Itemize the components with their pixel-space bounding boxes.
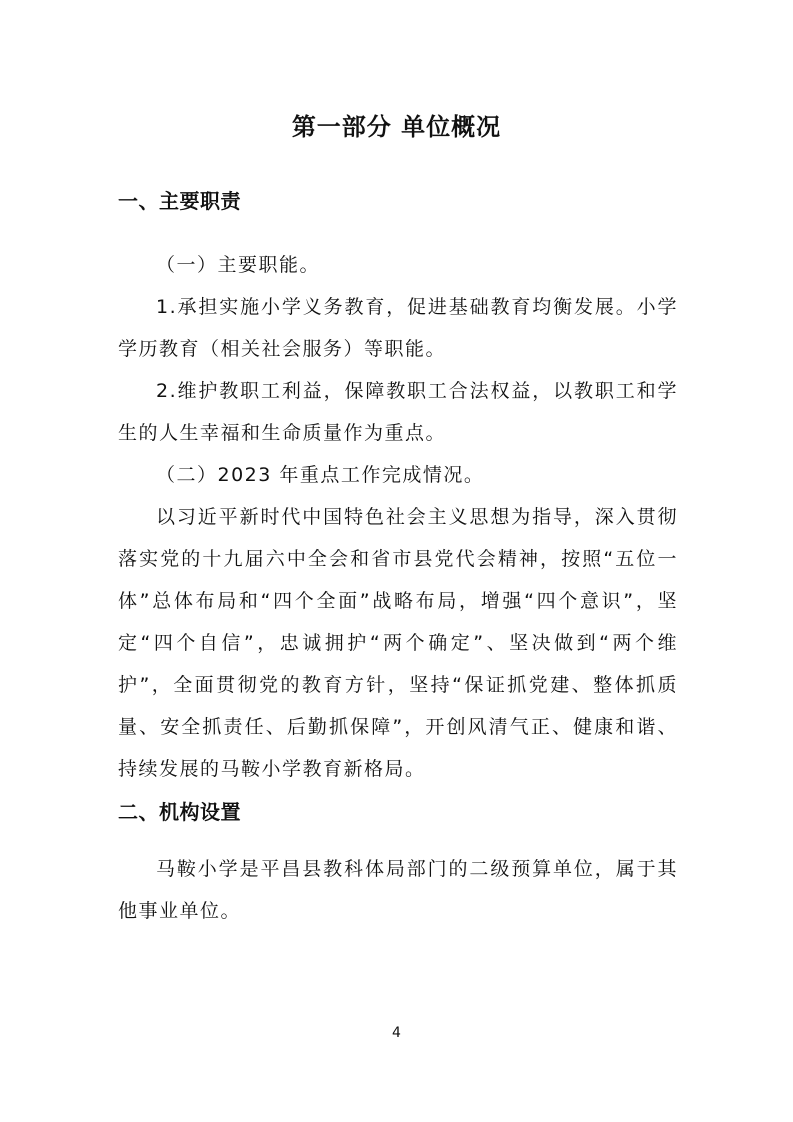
page-number: 4 xyxy=(392,1025,401,1041)
subheading-main-functions: （一）主要职能。 xyxy=(156,254,321,276)
paragraph-function-2: 2.维护教职工利益，保障教职工合法权益，以教职工和学生的人生幸福和生命质量作为重点。 xyxy=(118,380,678,444)
page-title: 第一部分 单位概况 xyxy=(291,113,502,141)
paragraph-key-work: 以习近平新时代中国特色社会主义思想为指导，深入贯彻落实党的十九届六中全会和省市县党代会精神，按照“五位一体”总体布局和“四个全面”战略布局，增强“四个意识”，坚定“四个自信”，忠诚拥护“两个确定”、坚决做到“两个维护”，全面贯彻党的教育方针，坚持“保证抓党建、整体抓质量、安全抓责任、后勤抓保障”，开创风清气正、健康和谐、持续发展的马鞍小学教育新格局。 xyxy=(118,506,678,780)
section-heading-main-duties: 一、主要职责 xyxy=(118,189,241,213)
paragraph-organization: 马鞍小学是平昌县教科体局部门的二级预算单位，属于其他事业单位。 xyxy=(118,858,678,922)
section-heading-organization: 二、机构设置 xyxy=(118,800,241,824)
paragraph-function-1: 1.承担实施小学义务教育，促进基础教育均衡发展。小学学历教育（相关社会服务）等职能。 xyxy=(118,296,678,360)
subheading-key-work-2023: （二）2023 年重点工作完成情况。 xyxy=(156,464,485,486)
